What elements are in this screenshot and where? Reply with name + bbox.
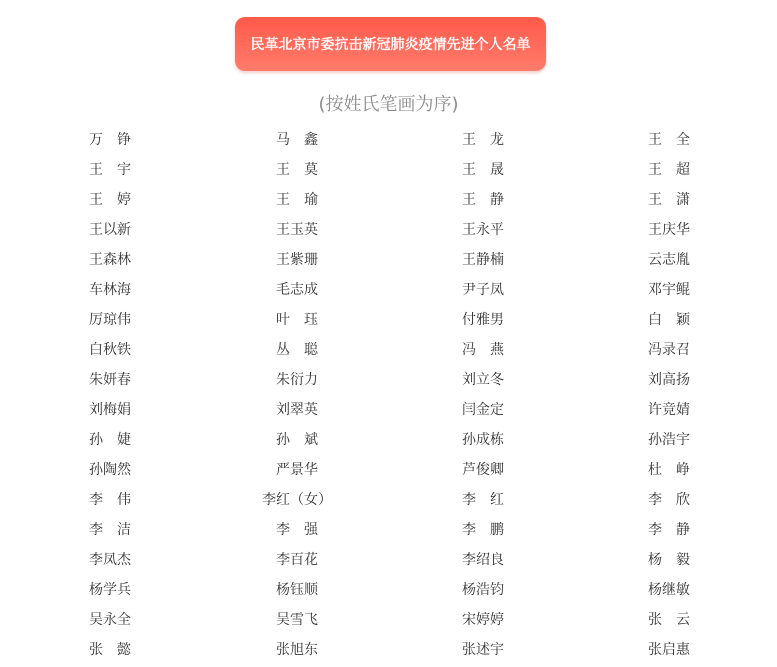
person-name: 李百花	[276, 552, 318, 568]
person-name: 杜 峥	[648, 462, 690, 478]
person-name: 王 瑜	[276, 192, 318, 208]
person-name: 冯 燕	[462, 342, 504, 358]
person-name: 厉琼伟	[89, 312, 131, 328]
person-name: 丛 聪	[276, 342, 318, 358]
person-name: 王 晟	[462, 162, 504, 178]
name-row	[0, 575, 777, 605]
person-name: 冯录召	[648, 342, 690, 358]
title-banner	[235, 17, 546, 71]
person-name: 马 鑫	[276, 132, 318, 148]
person-name: 李 红	[462, 492, 504, 508]
person-name: 孙浩宇	[648, 432, 690, 448]
name-row	[0, 485, 777, 515]
page-subtitle: (按姓氏笔画为序)	[318, 94, 459, 115]
person-name: 刘立冬	[462, 372, 504, 388]
person-name: 杨继敏	[648, 582, 690, 598]
person-name: 张 懿	[89, 642, 131, 658]
name-row	[0, 515, 777, 545]
person-name: 刘高扬	[648, 372, 690, 388]
person-name: 付雅男	[462, 312, 504, 328]
person-name: 闫金定	[462, 402, 504, 418]
person-name: 王静楠	[462, 252, 504, 268]
person-name: 李 伟	[89, 492, 131, 508]
person-name: 李 洁	[89, 522, 131, 538]
name-row	[0, 455, 777, 485]
person-name: 云志胤	[648, 252, 690, 268]
name-row	[0, 275, 777, 305]
person-name: 王 莫	[276, 162, 318, 178]
person-name: 孙陶然	[89, 462, 131, 478]
person-name: 李 鹏	[462, 522, 504, 538]
person-name: 王 宇	[89, 162, 131, 178]
person-name: 孙成栋	[462, 432, 504, 448]
person-name: 李绍良	[462, 552, 504, 568]
person-name: 张述宇	[462, 642, 504, 658]
person-name: 许竞婧	[648, 402, 690, 418]
name-row	[0, 605, 777, 635]
person-name: 张 云	[648, 612, 690, 628]
person-name: 刘翠英	[276, 402, 318, 418]
person-name: 王 潇	[648, 192, 690, 208]
person-name: 王玉英	[276, 222, 318, 238]
person-name: 朱衍力	[276, 372, 318, 388]
person-name: 吴永全	[89, 612, 131, 628]
name-row	[0, 155, 777, 185]
person-name: 严景华	[276, 462, 318, 478]
person-name: 王庆华	[648, 222, 690, 238]
person-name: 邓宇鲲	[648, 282, 690, 298]
name-row	[0, 365, 777, 395]
person-name: 王 超	[648, 162, 690, 178]
person-name: 王 静	[462, 192, 504, 208]
person-name: 王森林	[89, 252, 131, 268]
person-name: 白秋铁	[89, 342, 131, 358]
person-name: 李红（女）	[262, 492, 332, 508]
person-name: 孙 斌	[276, 432, 318, 448]
person-name: 白 颖	[648, 312, 690, 328]
person-name: 王 全	[648, 132, 690, 148]
name-row	[0, 215, 777, 245]
person-name: 吴雪飞	[276, 612, 318, 628]
person-name: 王紫珊	[276, 252, 318, 268]
person-name: 王 龙	[462, 132, 504, 148]
person-name: 尹子凤	[462, 282, 504, 298]
person-name: 宋婷婷	[462, 612, 504, 628]
person-name: 李凤杰	[89, 552, 131, 568]
person-name: 车林海	[89, 282, 131, 298]
person-name: 张旭东	[276, 642, 318, 658]
name-row	[0, 305, 777, 335]
name-row	[0, 125, 777, 155]
person-name: 芦俊卿	[462, 462, 504, 478]
person-name: 杨 毅	[648, 552, 690, 568]
person-name: 杨学兵	[89, 582, 131, 598]
name-row	[0, 425, 777, 455]
name-row	[0, 245, 777, 275]
person-name: 王永平	[462, 222, 504, 238]
person-name: 刘梅娟	[89, 402, 131, 418]
page-title: 民革北京市委抗击新冠肺炎疫情先进个人名单	[250, 37, 531, 53]
name-row	[0, 395, 777, 425]
person-name: 杨浩钧	[462, 582, 504, 598]
person-name: 万 铮	[89, 132, 131, 148]
name-row	[0, 185, 777, 215]
person-name: 叶 珏	[276, 312, 318, 328]
person-name: 李 欣	[648, 492, 690, 508]
person-name: 朱妍春	[89, 372, 131, 388]
person-name: 李 强	[276, 522, 318, 538]
name-row	[0, 635, 777, 665]
person-name: 毛志成	[276, 282, 318, 298]
person-name: 王 婷	[89, 192, 131, 208]
person-name: 孙 婕	[89, 432, 131, 448]
person-name: 王以新	[89, 222, 131, 238]
person-name: 李 静	[648, 522, 690, 538]
name-row	[0, 335, 777, 365]
name-list-grid	[0, 125, 777, 665]
person-name: 张启惠	[648, 642, 690, 658]
person-name: 杨钰顺	[276, 582, 318, 598]
name-row	[0, 545, 777, 575]
